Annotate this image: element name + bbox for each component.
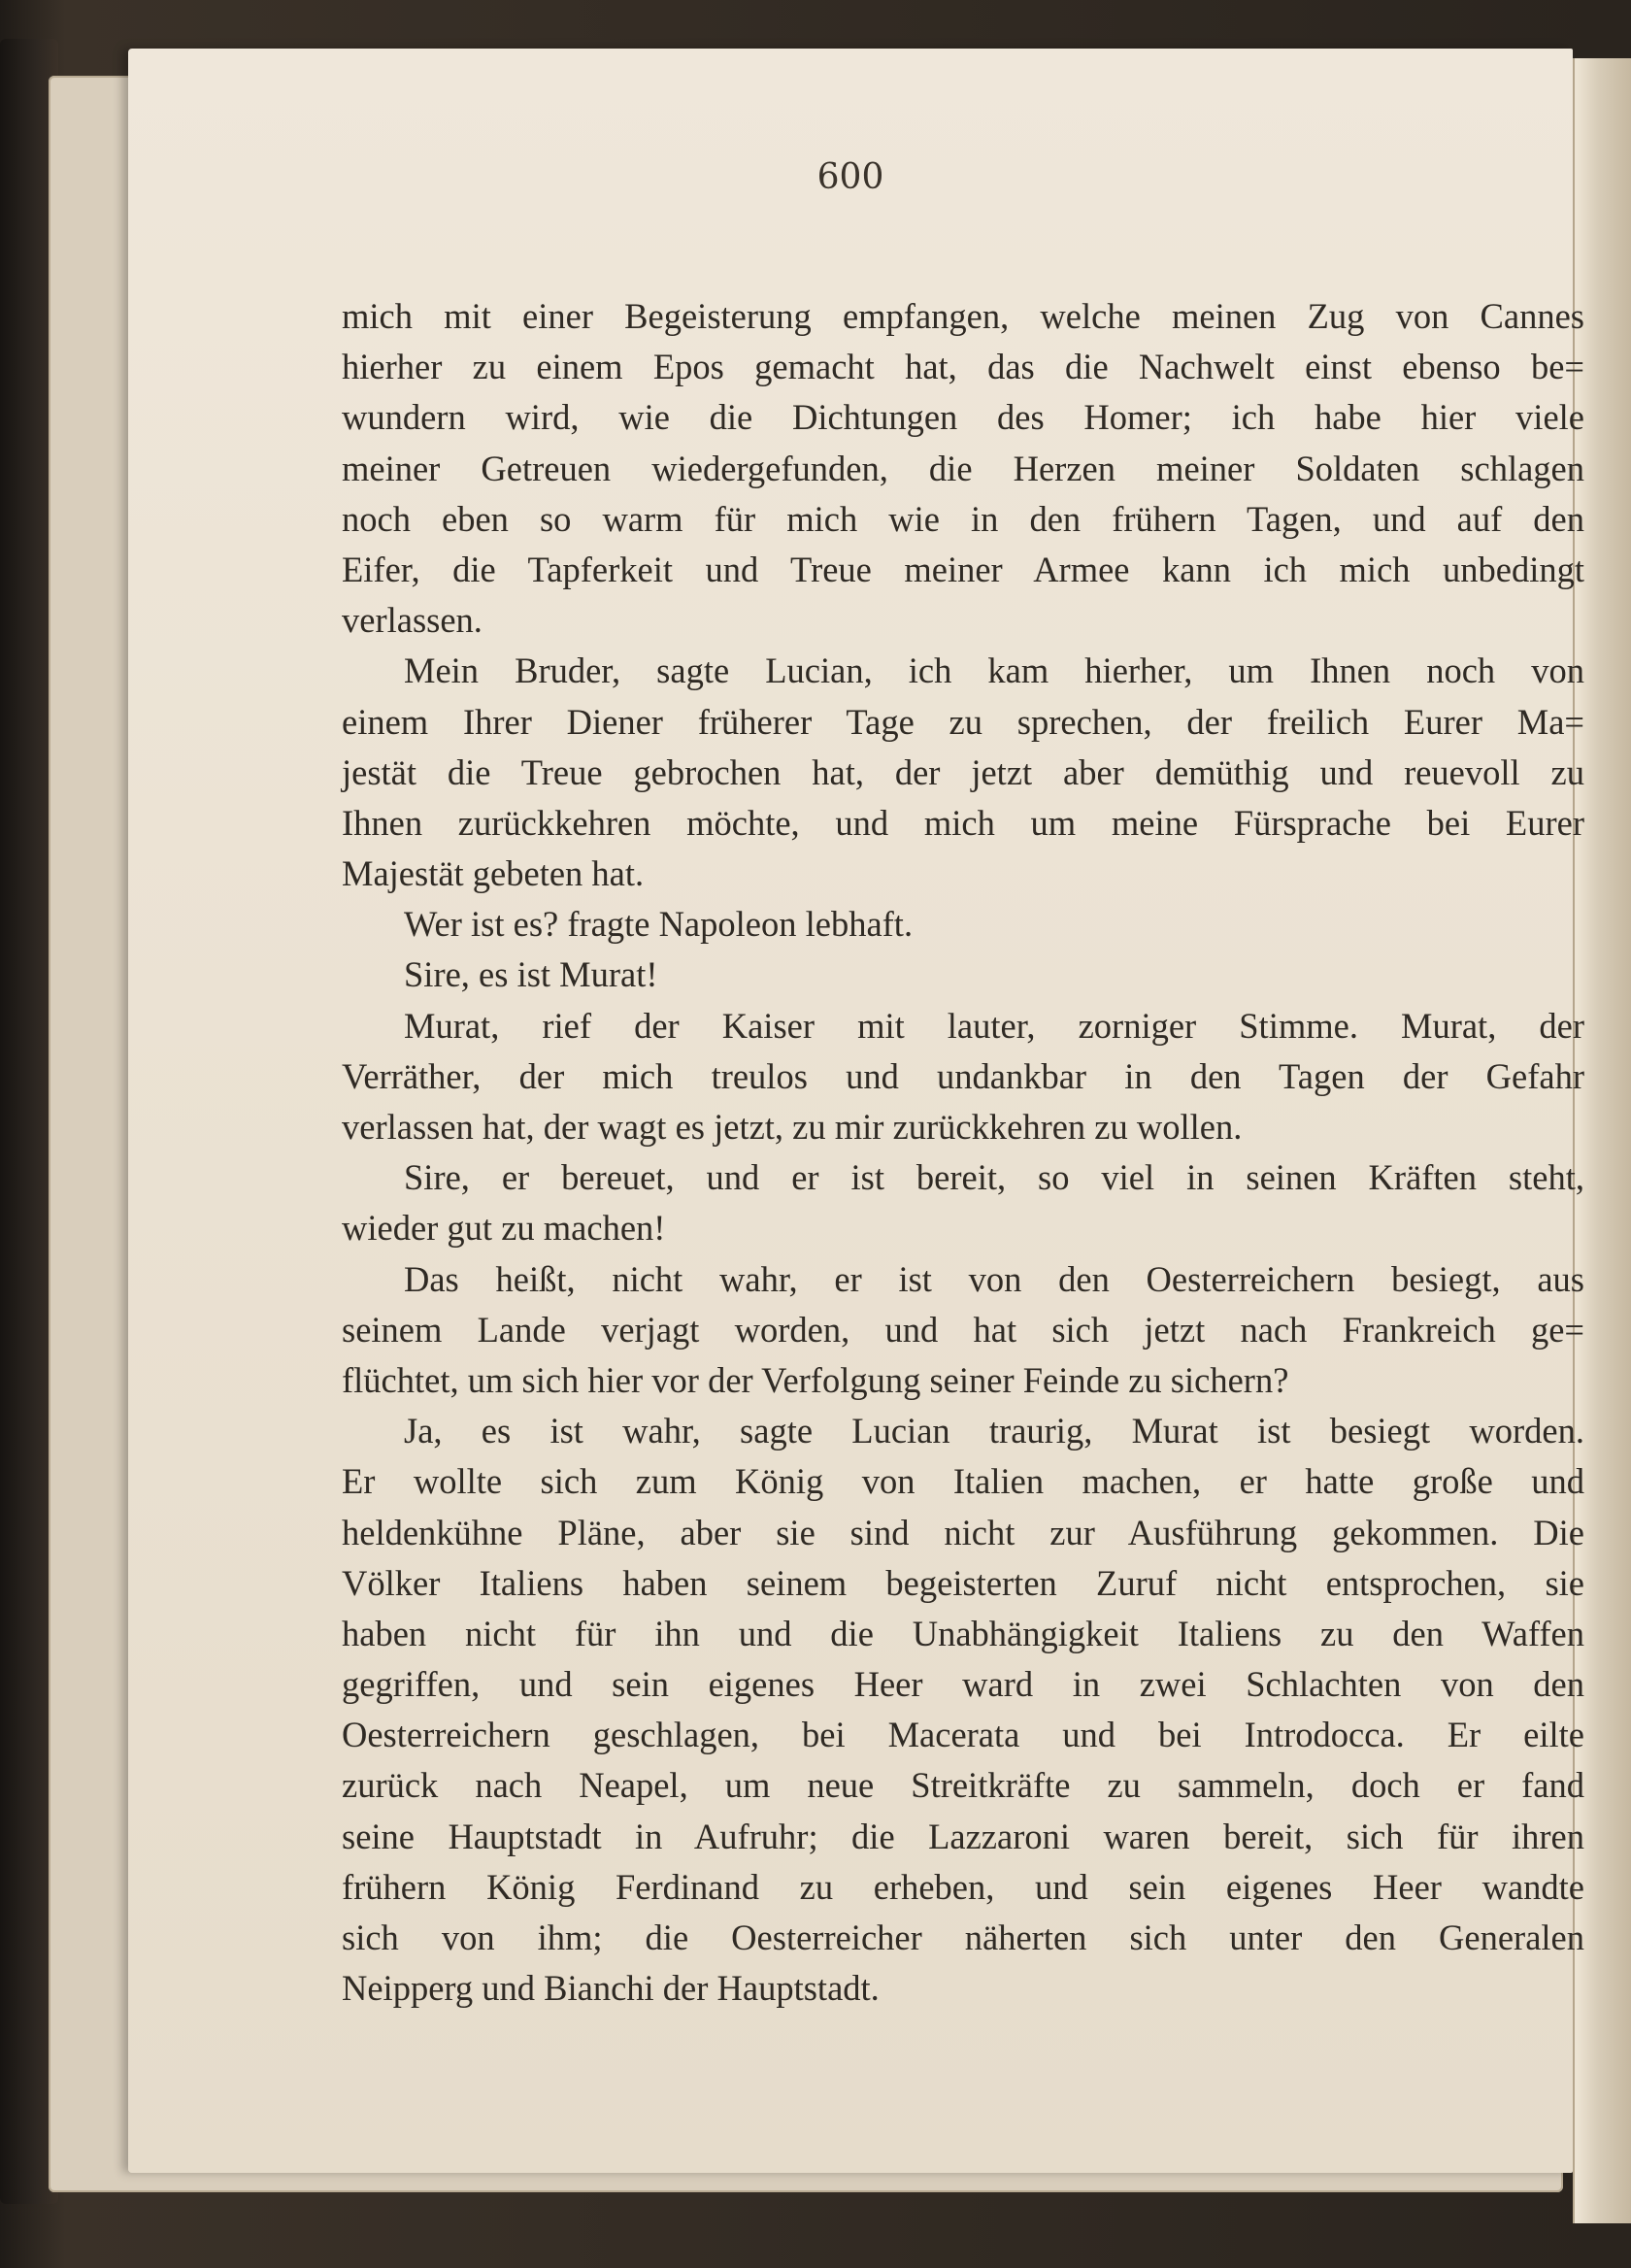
text-line: Wer ist es? fragte Napoleon lebhaft.: [404, 904, 914, 945]
text-line: Eifer, die Tapferkeit und Treue meiner Armee kann ich mich unbedingt: [342, 549, 1584, 589]
text-line: noch eben so warm für mich wie in den frühern Tagen, und auf den: [342, 498, 1584, 539]
text-line: Mein Bruder, sagte Lucian, ich kam hierher, um Ihnen noch von: [404, 650, 1584, 691]
text-line: gegriffen, und sein eigenes Heer ward in zwei Schlachten von den: [342, 1664, 1584, 1705]
text-line: Majestät gebeten hat.: [342, 853, 645, 894]
text-line: zurück nach Neapel, um neue Streitkräfte zu sammeln, doch er fand: [342, 1765, 1584, 1806]
text-line: wieder gut zu machen!: [342, 1208, 666, 1249]
text-line: Verräther, der mich treulos und undankbar in den Tagen der Gefahr: [342, 1055, 1584, 1096]
text-line: einem Ihrer Diener früherer Tage zu sprechen, der freilich Eurer Ma=: [342, 701, 1584, 742]
text-line: Ihnen zurückkehren möchte, und mich um meine Fürsprache bei Eurer: [342, 802, 1584, 843]
text-line: Oesterreichern geschlagen, bei Macerata und bei Introdocca. Er eilte: [342, 1715, 1584, 1755]
text-line: Er wollte sich zum König von Italien machen, er hatte große und: [342, 1461, 1584, 1502]
text-line: flüchtet, um sich hier vor der Verfolgung seiner Feinde zu sichern?: [342, 1359, 1289, 1400]
text-line: wundern wird, wie die Dichtungen des Homer; ich habe hier viele: [342, 397, 1584, 438]
text-line: heldenkühne Pläne, aber sie sind nicht zur Ausführung gekommen. Die: [342, 1512, 1584, 1552]
text-line: Murat, rief der Kaiser mit lauter, zorniger Stimme. Murat, der: [404, 1005, 1584, 1046]
text-line: frühern König Ferdinand zu erheben, und sein eigenes Heer wandte: [342, 1866, 1584, 1907]
text-line: mich mit einer Begeisterung empfangen, welche meinen Zug von Cannes: [342, 296, 1584, 336]
text-line: Sire, es ist Murat!: [404, 954, 658, 995]
text-line: haben nicht für ihn und die Unabhängigkeit Italiens zu den Waffen: [342, 1613, 1584, 1653]
text-line: Sire, er bereuet, und er ist bereit, so viel in seinen Kräften steht,: [404, 1157, 1584, 1198]
text-line: sich von ihm; die Oesterreicher näherten sich unter den Generalen: [342, 1918, 1584, 1957]
text-line: Das heißt, nicht wahr, er ist von den Oesterreichern besiegt, aus: [404, 1258, 1584, 1299]
body-text: [342, 291, 1584, 2014]
text-line: Völker Italiens haben seinem begeisterten Zuruf nicht entsprochen, sie: [342, 1562, 1584, 1603]
book-page: [128, 49, 1584, 2173]
text-line: seinem Lande verjagt worden, und hat sich jetzt nach Frankreich ge=: [342, 1309, 1584, 1350]
page-number: 600: [816, 157, 884, 197]
text-line: verlassen hat, der wagt es jetzt, zu mir zurückkehren zu wollen.: [342, 1107, 1243, 1147]
text-line: jestät die Treue gebrochen hat, der jetzt aber demüthig und reuevoll zu: [342, 751, 1584, 792]
text-line: meiner Getreuen wiedergefunden, die Herzen meiner Soldaten schlagen: [342, 448, 1584, 488]
text-line: Neipperg und Bianchi der Hauptstadt.: [342, 1968, 880, 2009]
text-line: verlassen.: [342, 600, 483, 641]
text-line: seine Hauptstadt in Aufruhr; die Lazzaroni waren bereit, sich für ihren: [342, 1816, 1584, 1856]
text-line: hierher zu einem Epos gemacht hat, das die Nachwelt einst ebenso be=: [342, 347, 1584, 387]
text-line: Ja, es ist wahr, sagte Lucian traurig, Murat ist besiegt worden.: [404, 1411, 1584, 1451]
